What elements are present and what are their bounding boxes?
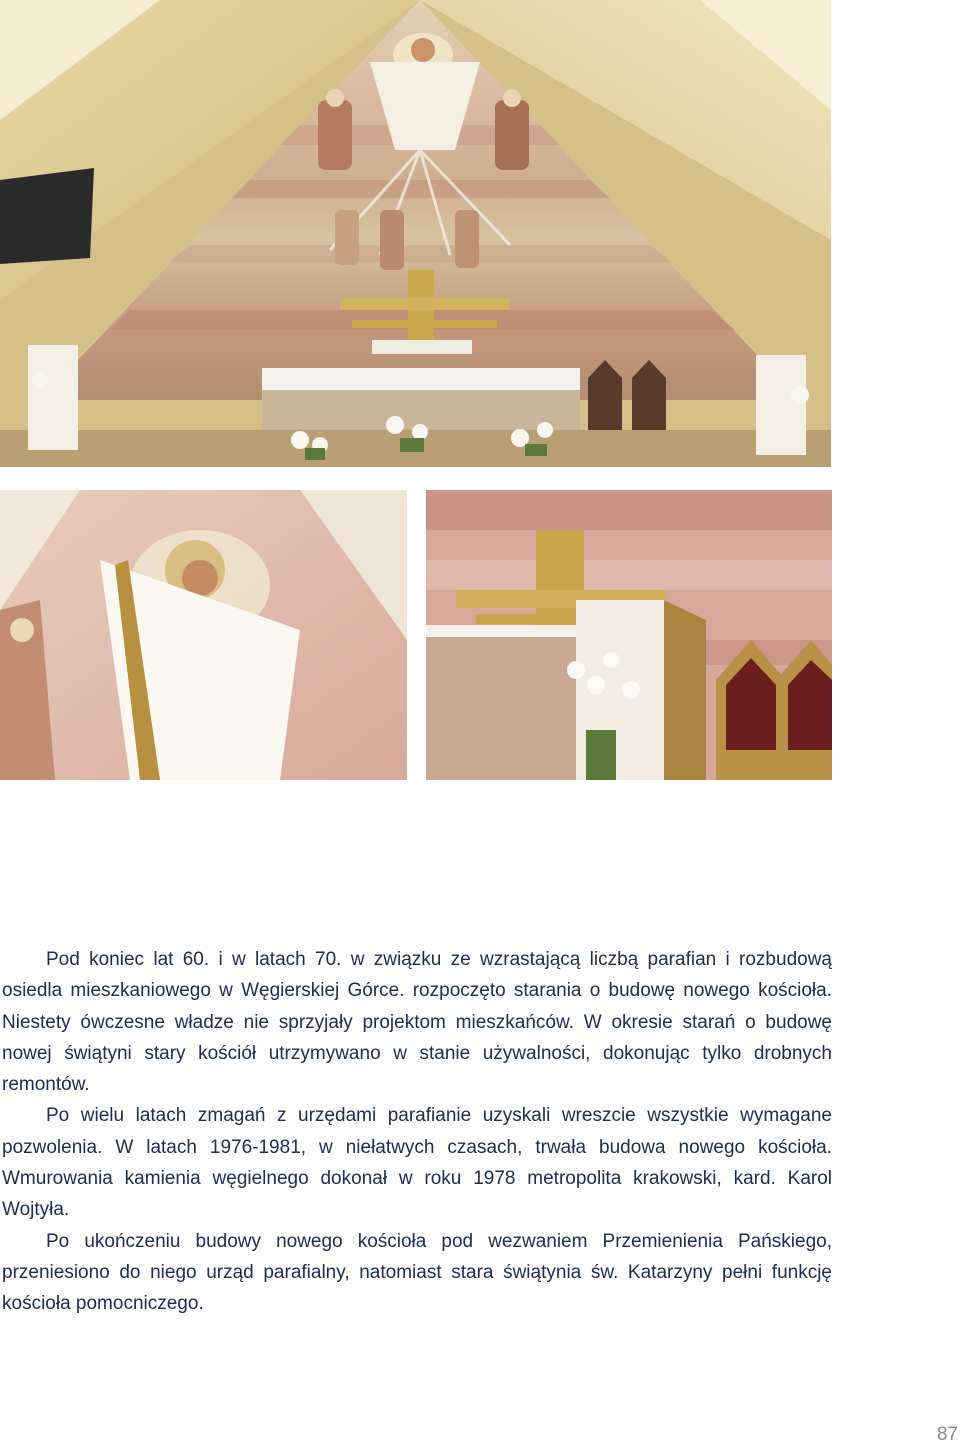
- paragraph-1: Pod koniec lat 60. i w latach 70. w związku ze wzrastającą liczbą parafian i rozbudową osiedla mieszkaniowego w Węgierskiej Górce. rozpoczęto starania o budowę nowego kościoła. Niestety ówczesne władze nie sprzyjały projektom mieszkańców. W okresie starań o budowę nowej świątyni stary kościół utrzymywano w stanie używalności, dokonując tylko drobnych remontów.: [2, 949, 832, 1096]
- page-number: 87: [936, 1424, 958, 1445]
- christ-figure-photo: [0, 490, 407, 780]
- body-text: [2, 944, 832, 1320]
- lectern-cross-photo: [426, 490, 832, 780]
- paragraph-3: Po ukończeniu budowy nowego kościoła pod wezwaniem Przemienienia Pańskiego, przeniesiono do niego urząd parafialny, natomiast stara świątynia św. Katarzyny pełni funkcję kościoła pomocniczego.: [2, 1230, 832, 1315]
- paragraph-2: Po wielu latach zmagań z urzędami parafianie uzyskali wreszcie wszystkie wymagane pozwolenia. W latach 1976-1981, w niełatwych czasach, trwała budowa nowego kościoła. Wmurowania kamienia węgielnego dokonał w roku 1978 metropolita krakowski, kard. Karol Wojtyła.: [2, 1105, 832, 1221]
- altar-mosaic-photo: [0, 0, 831, 467]
